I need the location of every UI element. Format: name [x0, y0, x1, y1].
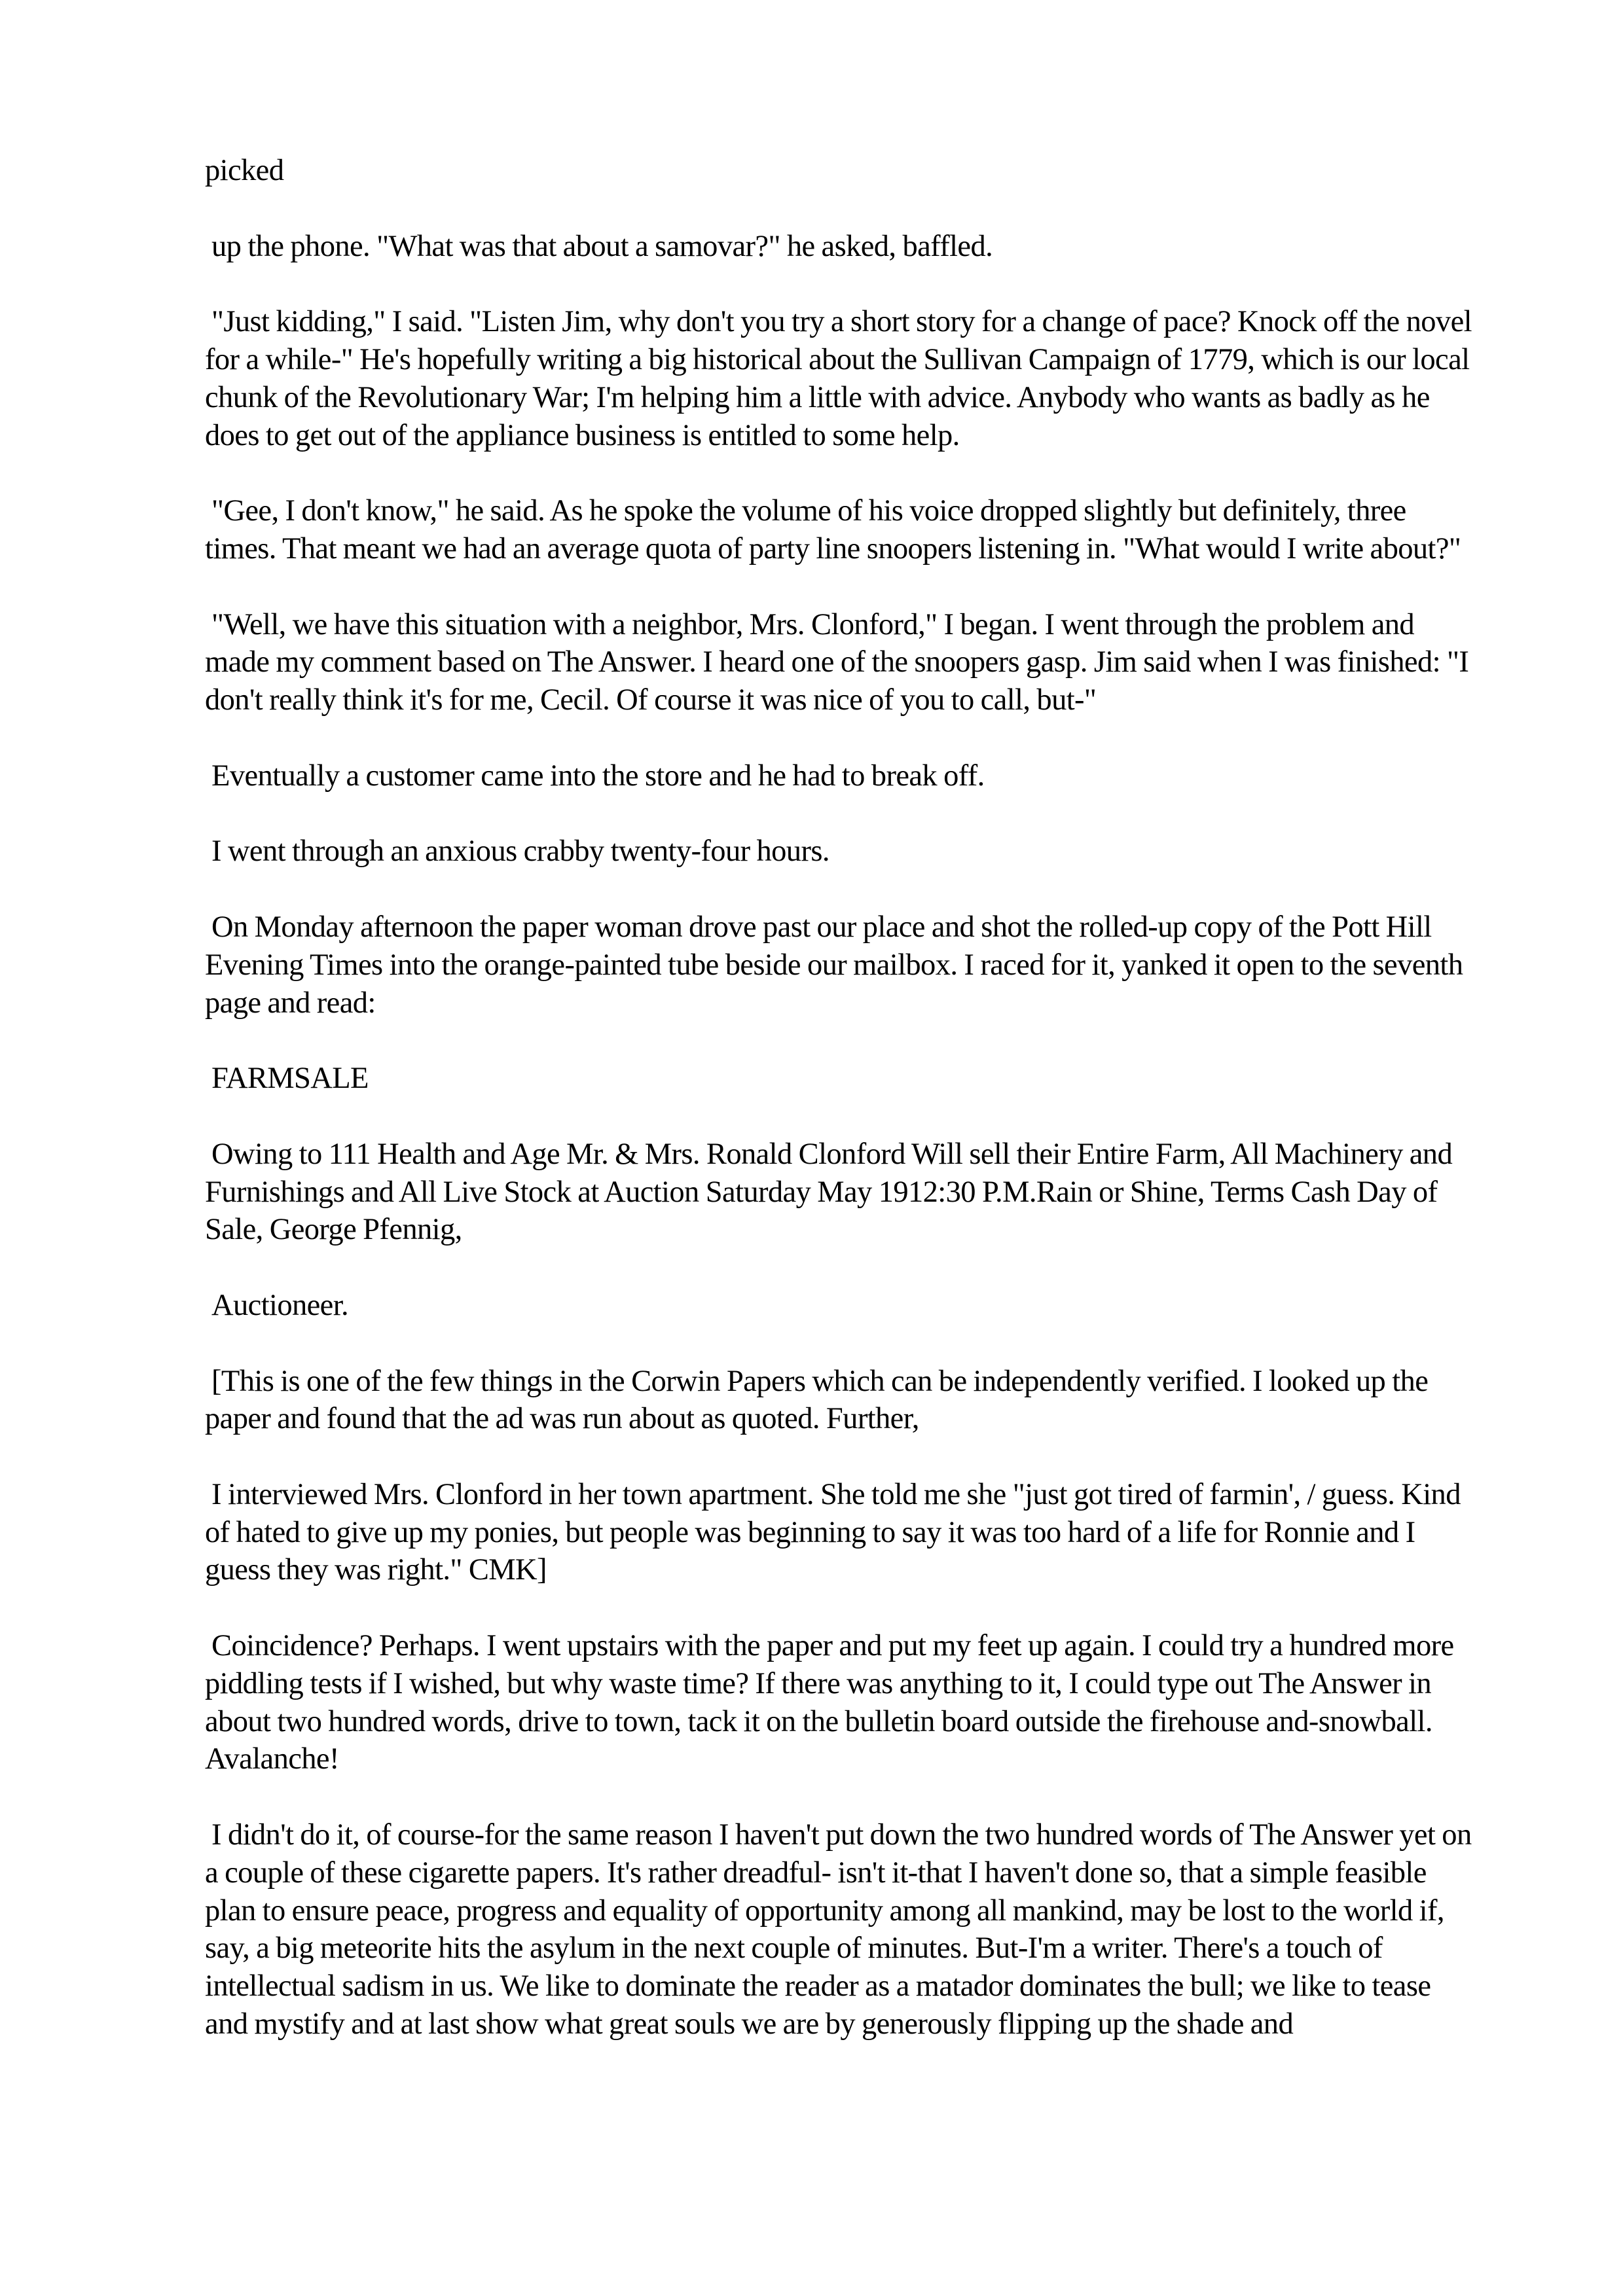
paragraph: I went through an anxious crabby twenty-four hours.	[205, 834, 830, 869]
paragraph: Owing to 111 Health and Age Mr. & Mrs. Ronald Clonford Will sell their Entire Farm, All Machinery and Furnishings and All Live Stock at Auction Saturday May 1912:30 P.M.Rain or Shine, Terms Cash Day of Sale, George Pfennig,	[205, 1137, 1459, 1247]
paragraph: I didn't do it, of course-for the same reason I haven't put down the two hundred words of The Answer yet on a couple of these cigarette papers. It's rather dreadful- isn't it-that I haven't done so, that a simple feasible plan to ensure peace, progress and equality of opportunity among all mankind, may be lost to the world if, say, a big meteorite hits the asylum in the next couple of minutes. But-I'm a writer. There's a touch of intellectual sadism in us. We like to dominate the reader as a matador dominates the bull; we like to tease and mystify and at last show what great souls we are by generously flipping up the shade and	[205, 1818, 1478, 2041]
paragraph: "Just kidding," I said. "Listen Jim, why don't you try a short story for a change of pace? Knock off the novel for a while-" He's hopefully writing a big historical about the Sullivan Campaign of 1779, which is our local chunk of the Revolutionary War; I'm helping him a little with advice. Anybody who wants as badly as he does to get out of the appliance business is entitled to some help.	[205, 305, 1478, 452]
paragraph: "Well, we have this situation with a neighbor, Mrs. Clonford," I began. I went through the problem and made my comment based on The Answer. I heard one of the snoopers gasp. Jim said when I was finished: "I don't really think it's for me, Cecil. Of course it was nice of you to call, but-"	[205, 607, 1476, 717]
paragraph: On Monday afternoon the paper woman drove past our place and shot the rolled-up copy of the Pott Hill Evening Times into the orange-painted tube beside our mailbox. I raced for it, yanked it open to the seventh page and read:	[205, 910, 1470, 1020]
paragraph: FARMSALE	[205, 1062, 369, 1096]
body-text	[205, 152, 1478, 2043]
paragraph: I interviewed Mrs. Clonford in her town apartment. She told me she "just got tired of farmin', / guess. Kind of hated to give up my ponies, but people was beginning to say it was too hard of a life for Ronnie and I guess they was right." CMK]	[205, 1477, 1467, 1587]
paragraph: Auctioneer.	[205, 1288, 349, 1322]
paragraph: up the phone. "What was that about a samovar?" he asked, baffled.	[205, 229, 993, 263]
paragraph: Coincidence? Perhaps. I went upstairs with the paper and put my feet up again. I could try a hundred more piddling tests if I wished, but why waste time? If there was anything to it, I could type out The Answer in about two hundred words, drive to town, tack it on the bulletin board outside the firehouse and-snowball. Avalanche!	[205, 1629, 1461, 1776]
paragraph: picked	[205, 154, 284, 187]
paragraph: Eventually a customer came into the store and he had to break off.	[205, 759, 985, 793]
paragraph: "Gee, I don't know," he said. As he spoke the volume of his voice dropped slightly but definitely, three times. That meant we had an average quota of party line snoopers listening in. "What would I write about?"	[205, 494, 1461, 565]
paragraph: [This is one of the few things in the Corwin Papers which can be independently verified. I looked up the paper and found that the ad was run about as quoted. Further,	[205, 1364, 1435, 1436]
